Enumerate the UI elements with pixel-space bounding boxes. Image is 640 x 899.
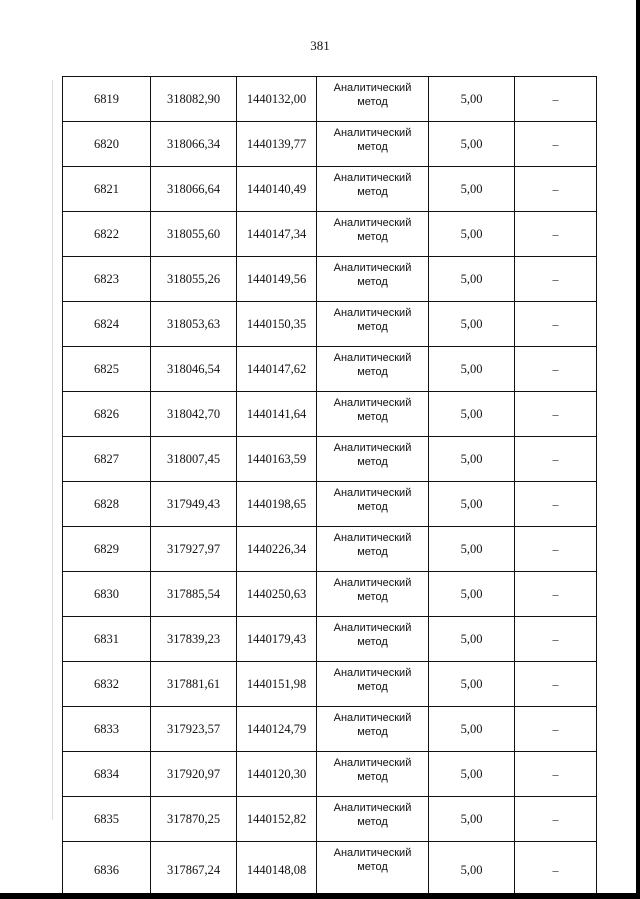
- note-cell: –: [515, 662, 597, 707]
- accuracy-cell: 5,00: [429, 437, 515, 482]
- method-line-1: Аналитический: [333, 262, 412, 274]
- point-id-cell: 6828: [63, 482, 151, 527]
- method-line-2: метод: [357, 591, 388, 603]
- accuracy-cell: 5,00: [429, 392, 515, 437]
- table-row: [63, 122, 597, 167]
- method-line-2: метод: [357, 681, 388, 693]
- x-coordinate-cell: 318055,60: [151, 212, 237, 257]
- method-cell: [317, 572, 429, 617]
- point-id-cell: 6834: [63, 752, 151, 797]
- accuracy-cell: 5,00: [429, 302, 515, 347]
- table-row: [63, 437, 597, 482]
- x-coordinate-cell: 317867,24: [151, 842, 237, 899]
- x-coordinate-cell: 318082,90: [151, 77, 237, 122]
- x-coordinate-cell: 317870,25: [151, 797, 237, 842]
- accuracy-cell: 5,00: [429, 77, 515, 122]
- accuracy-cell: 5,00: [429, 617, 515, 662]
- table-row: [63, 752, 597, 797]
- y-coordinate-cell: 1440151,98: [237, 662, 317, 707]
- method-line-1: Аналитический: [333, 622, 412, 634]
- accuracy-cell: 5,00: [429, 707, 515, 752]
- method-line-2: метод: [357, 546, 388, 558]
- accuracy-cell: 5,00: [429, 842, 515, 899]
- method-cell: [317, 257, 429, 302]
- y-coordinate-cell: 1440132,00: [237, 77, 317, 122]
- accuracy-cell: 5,00: [429, 662, 515, 707]
- note-cell: –: [515, 797, 597, 842]
- method-cell: [317, 392, 429, 437]
- method-line-2: метод: [357, 816, 388, 828]
- method-line-2: метод: [357, 771, 388, 783]
- note-cell: –: [515, 77, 597, 122]
- x-coordinate-cell: 317881,61: [151, 662, 237, 707]
- x-coordinate-cell: 317920,97: [151, 752, 237, 797]
- method-cell: [317, 482, 429, 527]
- method-line-2: метод: [357, 141, 388, 153]
- note-cell: –: [515, 392, 597, 437]
- method-line-1: Аналитический: [333, 487, 412, 499]
- x-coordinate-cell: 317923,57: [151, 707, 237, 752]
- note-cell: –: [515, 842, 597, 899]
- method-line-1: Аналитический: [333, 667, 412, 679]
- y-coordinate-cell: 1440139,77: [237, 122, 317, 167]
- scan-edge-right: [636, 0, 640, 899]
- note-cell: –: [515, 212, 597, 257]
- method-line-1: Аналитический: [333, 802, 412, 814]
- accuracy-cell: 5,00: [429, 752, 515, 797]
- y-coordinate-cell: 1440250,63: [237, 572, 317, 617]
- y-coordinate-cell: 1440147,34: [237, 212, 317, 257]
- accuracy-cell: 5,00: [429, 257, 515, 302]
- accuracy-cell: 5,00: [429, 167, 515, 212]
- accuracy-cell: 5,00: [429, 797, 515, 842]
- method-cell: [317, 797, 429, 842]
- x-coordinate-cell: 318066,34: [151, 122, 237, 167]
- table-row: [63, 302, 597, 347]
- method-cell: [317, 527, 429, 572]
- x-coordinate-cell: 318066,64: [151, 167, 237, 212]
- note-cell: –: [515, 167, 597, 212]
- note-cell: –: [515, 122, 597, 167]
- table-row: [63, 167, 597, 212]
- note-cell: –: [515, 527, 597, 572]
- x-coordinate-cell: 318007,45: [151, 437, 237, 482]
- method-line-1: Аналитический: [333, 712, 412, 724]
- point-id-cell: 6829: [63, 527, 151, 572]
- accuracy-cell: 5,00: [429, 527, 515, 572]
- table-row: [63, 347, 597, 392]
- note-cell: –: [515, 482, 597, 527]
- method-cell: [317, 302, 429, 347]
- method-line-2: метод: [357, 411, 388, 423]
- x-coordinate-cell: 317885,54: [151, 572, 237, 617]
- method-cell: [317, 707, 429, 752]
- note-cell: –: [515, 257, 597, 302]
- table-row: [63, 212, 597, 257]
- method-line-1: Аналитический: [333, 847, 412, 859]
- point-id-cell: 6835: [63, 797, 151, 842]
- coordinates-table-body: [63, 77, 597, 899]
- scan-edge-bottom: [0, 893, 640, 899]
- method-line-2: метод: [357, 726, 388, 738]
- y-coordinate-cell: 1440150,35: [237, 302, 317, 347]
- accuracy-cell: 5,00: [429, 572, 515, 617]
- table-row: [63, 707, 597, 752]
- accuracy-cell: 5,00: [429, 122, 515, 167]
- point-id-cell: 6831: [63, 617, 151, 662]
- method-cell: [317, 212, 429, 257]
- table-row: [63, 617, 597, 662]
- y-coordinate-cell: 1440179,43: [237, 617, 317, 662]
- method-line-1: Аналитический: [333, 172, 412, 184]
- accuracy-cell: 5,00: [429, 212, 515, 257]
- y-coordinate-cell: 1440141,64: [237, 392, 317, 437]
- method-cell: [317, 842, 429, 899]
- point-id-cell: 6830: [63, 572, 151, 617]
- point-id-cell: 6825: [63, 347, 151, 392]
- method-line-1: Аналитический: [333, 217, 412, 229]
- scan-edge-left: [52, 80, 53, 820]
- table-row: [63, 257, 597, 302]
- x-coordinate-cell: 318053,63: [151, 302, 237, 347]
- point-id-cell: 6819: [63, 77, 151, 122]
- page-number: 381: [310, 38, 330, 53]
- point-id-cell: 6822: [63, 212, 151, 257]
- method-line-2: метод: [357, 501, 388, 513]
- x-coordinate-cell: 317949,43: [151, 482, 237, 527]
- y-coordinate-cell: 1440226,34: [237, 527, 317, 572]
- point-id-cell: 6833: [63, 707, 151, 752]
- method-line-2: метод: [357, 861, 388, 873]
- x-coordinate-cell: 317839,23: [151, 617, 237, 662]
- x-coordinate-cell: 318055,26: [151, 257, 237, 302]
- y-coordinate-cell: 1440163,59: [237, 437, 317, 482]
- note-cell: –: [515, 302, 597, 347]
- note-cell: –: [515, 707, 597, 752]
- x-coordinate-cell: 317927,97: [151, 527, 237, 572]
- method-cell: [317, 167, 429, 212]
- method-line-1: Аналитический: [333, 757, 412, 769]
- point-id-cell: 6832: [63, 662, 151, 707]
- method-line-2: метод: [357, 186, 388, 198]
- table-row: [63, 662, 597, 707]
- method-cell: [317, 752, 429, 797]
- method-cell: [317, 617, 429, 662]
- method-line-2: метод: [357, 321, 388, 333]
- y-coordinate-cell: 1440120,30: [237, 752, 317, 797]
- point-id-cell: 6821: [63, 167, 151, 212]
- method-line-1: Аналитический: [333, 397, 412, 409]
- method-line-2: метод: [357, 231, 388, 243]
- table-row: [63, 392, 597, 437]
- note-cell: –: [515, 572, 597, 617]
- note-cell: –: [515, 437, 597, 482]
- method-line-1: Аналитический: [333, 442, 412, 454]
- note-cell: –: [515, 617, 597, 662]
- point-id-cell: 6823: [63, 257, 151, 302]
- accuracy-cell: 5,00: [429, 482, 515, 527]
- method-line-2: метод: [357, 276, 388, 288]
- method-line-1: Аналитический: [333, 577, 412, 589]
- x-coordinate-cell: 318042,70: [151, 392, 237, 437]
- method-line-2: метод: [357, 636, 388, 648]
- y-coordinate-cell: 1440148,08: [237, 842, 317, 899]
- x-coordinate-cell: 318046,54: [151, 347, 237, 392]
- method-line-2: метод: [357, 456, 388, 468]
- note-cell: –: [515, 752, 597, 797]
- method-line-2: метод: [357, 96, 388, 108]
- point-id-cell: 6824: [63, 302, 151, 347]
- y-coordinate-cell: 1440198,65: [237, 482, 317, 527]
- method-line-1: Аналитический: [333, 82, 412, 94]
- accuracy-cell: 5,00: [429, 347, 515, 392]
- note-cell: –: [515, 347, 597, 392]
- y-coordinate-cell: 1440147,62: [237, 347, 317, 392]
- method-cell: [317, 662, 429, 707]
- y-coordinate-cell: 1440152,82: [237, 797, 317, 842]
- method-line-1: Аналитический: [333, 127, 412, 139]
- point-id-cell: 6836: [63, 842, 151, 899]
- method-line-1: Аналитический: [333, 532, 412, 544]
- point-id-cell: 6827: [63, 437, 151, 482]
- method-cell: [317, 347, 429, 392]
- point-id-cell: 6826: [63, 392, 151, 437]
- y-coordinate-cell: 1440149,56: [237, 257, 317, 302]
- method-cell: [317, 122, 429, 167]
- coordinates-table: [62, 76, 597, 899]
- table-row: [63, 572, 597, 617]
- method-cell: [317, 77, 429, 122]
- method-line-1: Аналитический: [333, 307, 412, 319]
- point-id-cell: 6820: [63, 122, 151, 167]
- table-row: [63, 77, 597, 122]
- table-row: [63, 797, 597, 842]
- method-line-2: метод: [357, 366, 388, 378]
- y-coordinate-cell: 1440140,49: [237, 167, 317, 212]
- table-row: [63, 842, 597, 899]
- table-row: [63, 482, 597, 527]
- table-row: [63, 527, 597, 572]
- method-cell: [317, 437, 429, 482]
- method-line-1: Аналитический: [333, 352, 412, 364]
- y-coordinate-cell: 1440124,79: [237, 707, 317, 752]
